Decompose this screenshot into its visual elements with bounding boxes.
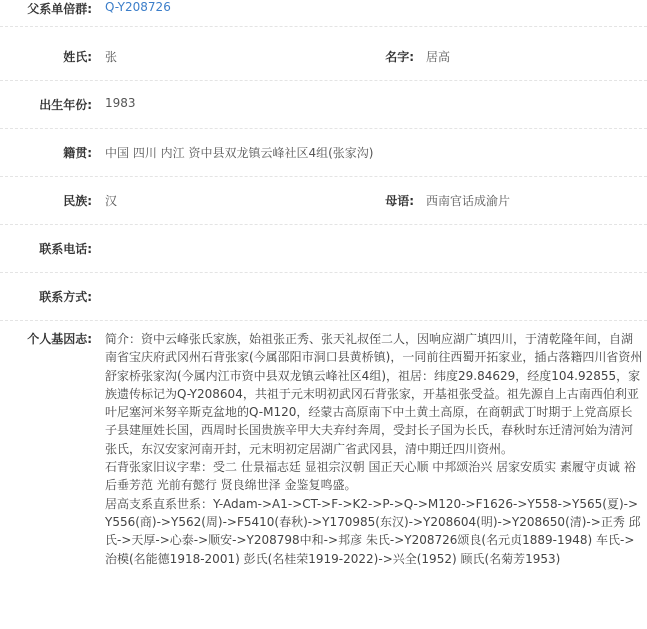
- paternal-group-link[interactable]: Q-Y208726: [105, 0, 171, 14]
- given-name-value: 居高: [426, 50, 451, 64]
- gene-note-text: [105, 330, 643, 568]
- row-birth-year: [0, 82, 647, 129]
- mother-tongue-value: 西南官话成渝片: [426, 194, 511, 208]
- gene-note-intro: 简介：资中云峰张氏家族，始祖张正秀、张天礼叔侄二人，因响应湖广填四川，于清乾隆年间，自湖南省宝庆府武冈州石背张家(今属邵阳市洞口县黄桥镇)，一同前往西蜀开拓家业，插占落籍四川省资州舒家桥张家沟(今属内江市资中县双龙镇云峰社区4组)，祖居：纬度29.84629，经度104.92855，家族遗传标记为Q-Y208604，共祖于元末明初武冈石背张家，开基祖张受益。祖先源自上古南西伯利亚叶尼塞河米努辛斯克盆地的Q-M120，经蒙古高原南下中土黄土高原，在商朝武丁时期于上党高原长子县建厘姓长国，西周时长国贵族辛甲大夫弃纣奔周，受封长子国为长氏，春秋时东迁清河始为清河张氏，东汉安家河南开封，元末明初定居湖广省武冈县，清中期迁四川资州。: [105, 332, 643, 456]
- ethnicity-value: 汉: [105, 194, 118, 208]
- origin-value: 中国 四川 内江 资中县双龙镇云峰社区4组(张家沟): [105, 146, 374, 160]
- row-phone: [0, 226, 647, 273]
- gene-note-generation-names: 石背张家旧议字辈：受二 仕景福志廷 显祖宗汉朝 国正天心顺 中邦颂治兴 居家安质实 素履守贞诚 裕后垂芳范 光前有懿行 贤良绵世泽 金鉴复鸣盛。: [105, 460, 636, 493]
- surname-label: 姓氏:: [63, 50, 92, 64]
- paternal-group-label: 父系单倍群:: [27, 2, 92, 16]
- row-contact: [0, 274, 647, 321]
- gene-note-label: 个人基因志:: [27, 332, 92, 346]
- row-origin: [0, 130, 647, 177]
- gene-note-lineage: 居高支系直系世系：Y-Adam->A1->CT->F->K2->P->Q->M120->F1626->Y558->Y565(夏)->Y556(商)->Y562(周)->F5410(春秋)->Y170985(东汉)->Y208604(明)->Y208650(清)->正秀 邱氏->天厚->心泰->顺安->Y208798中和->邦彦 朱氏->Y208726颂良(名元贞1889-1948) 车氏->治模(名能德1918-2001) 彭氏(名桂荣1919-2022)->兴全(1952) 顾氏(名菊芳1953): [105, 496, 641, 566]
- phone-label: 联系电话:: [39, 242, 92, 256]
- row-paternal-group: [0, 0, 647, 27]
- given-name-label: 名字:: [385, 50, 414, 64]
- surname-value: 张: [105, 50, 118, 64]
- row-ethnicity: [0, 178, 647, 225]
- origin-label: 籍贯:: [63, 146, 92, 160]
- row-name: [0, 34, 647, 81]
- birth-year-value: 1983: [105, 96, 136, 110]
- ethnicity-label: 民族:: [63, 194, 92, 208]
- birth-year-label: 出生年份:: [39, 98, 92, 112]
- contact-label: 联系方式:: [39, 290, 92, 304]
- mother-tongue-label: 母语:: [385, 194, 414, 208]
